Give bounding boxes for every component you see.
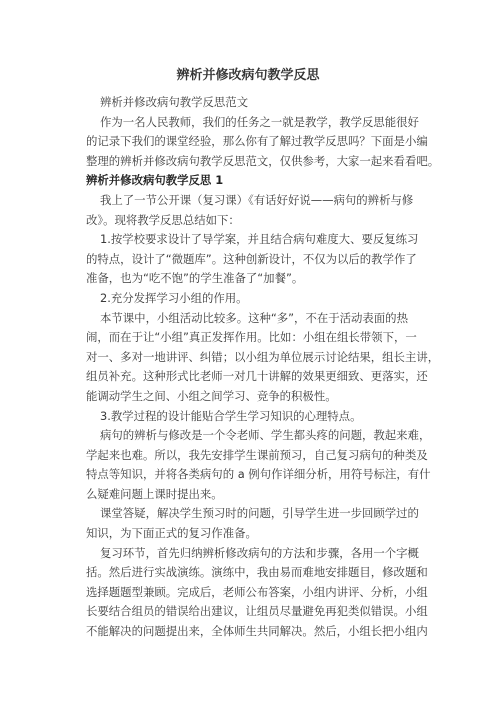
text-line: 2.充分发挥学习小组的作用。 [100, 290, 248, 305]
text-line: 能调动学生之间、小组之间学习、竞争的积极性。 [86, 388, 337, 403]
text-line: 么疑难问题上课时提出来。 [86, 486, 223, 501]
text-line: 知识，为下面正式的复习作准备。 [86, 526, 257, 541]
text-line: 复习环节，首先归纳辨析修改病句的方法和步骤，各用一个字概 [100, 545, 419, 560]
text-line: 改》。现将教学反思总结如下： [86, 212, 240, 227]
text-line: 特点等知识，并将各类病句的 a 例句作详细分析，用符号标注，有什 [86, 467, 431, 482]
text-line: 辨析并修改病句教学反思范文 [100, 95, 249, 109]
text-line: 选择题题型兼顾。完成后，老师公布答案，小组内讲评、分析，小组 [86, 584, 428, 599]
text-line: 作为一名人民教师，我们的任务之一就是教学，教学反思能很好 [100, 114, 419, 129]
document-body [86, 93, 440, 642]
text-line: 组员补充。这种形式比老师一对几十讲解的效果更细致、更落实，还 [86, 369, 428, 384]
text-line: 1.按学校要求设计了导学案，并且结合病句难度大、要反复练习 [100, 232, 419, 247]
text-line: 的特点，设计了“微题库”。这种创新设计，不仅为以后的教学作了 [86, 251, 417, 266]
text-line: 括。然后进行实战演练。演练中，我由易而难地安排题目，修改题和 [86, 565, 428, 580]
text-line: 本节课中，小组活动比较多。这种“多”，不在于活动表面的热 [100, 310, 408, 325]
text-line: 不能解决的问题提出来，全体师生共同解决。然后，小组长把小组内 [86, 624, 428, 639]
text-line: 病句的辨析与修改是一个令老师、学生都头疼的问题，教起来难， [100, 428, 431, 443]
text-line: 对一、多对一地讲评、纠错；以小组为单位展示讨论结果，组长主讲， [86, 349, 440, 364]
text-line: 学起来也难。所以，我先安排学生课前预习，自己复习病句的种类及 [86, 447, 428, 462]
section-heading: 辨析并修改病句教学反思 1 [86, 173, 224, 188]
page-title: 辨析并修改病句教学反思 [176, 68, 320, 83]
text-line: 闹，而在于让“小组”真正发挥作用。比如：小组在组长带领下，一 [86, 330, 417, 345]
text-line: 准备，也为“吃不饱”的学生准备了“加餐”。 [86, 271, 304, 286]
text-line: 整理的辨析并修改病句教学反思范文，仅供参考，大家一起来看看吧。 [86, 153, 440, 168]
text-line: 的记录下我们的课堂经验，那么你有了解过教学反思吗？下面是小编 [86, 134, 428, 149]
text-line: 长要结合组员的错误给出建议，让组员尽量避免再犯类似错误。小组 [86, 604, 428, 619]
text-line: 课堂答疑，解决学生预习时的问题，引导学生进一步回顾学过的 [100, 506, 419, 521]
text-line: 我上了一节公开课（复习课）《有话好好说——病句的辨析与修 [100, 192, 414, 207]
text-line: 3.教学过程的设计能贴合学生学习知识的心理特点。 [100, 408, 362, 423]
